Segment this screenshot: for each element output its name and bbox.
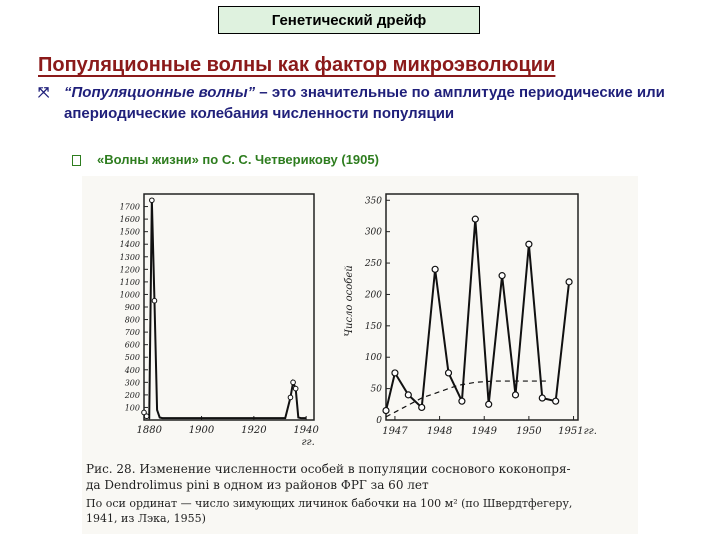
chetverikov-text: «Волны жизни» по С. С. Четверикову (1905) — [97, 152, 379, 167]
slide-title: Популяционные волны как фактор микроэволюции — [38, 54, 556, 76]
chart1-xtick-label: 1920 — [241, 425, 267, 436]
chart2-trend-line — [386, 381, 547, 417]
chart1-ytick-label: 1500 — [119, 227, 140, 237]
chart2-point — [486, 401, 492, 407]
chart2-ytick-label: 50 — [370, 384, 382, 395]
chart2-ytick-label: 100 — [364, 353, 382, 364]
chart2-ytick-label: 0 — [376, 416, 382, 426]
chart1-ytick-label: 700 — [124, 328, 140, 338]
chart2-point — [419, 404, 425, 410]
chart1-point — [293, 386, 298, 391]
chart1-point — [291, 380, 296, 385]
chart1-ytick-label: 1700 — [119, 202, 140, 212]
note-line-1: По оси ординат — число зимующих личинок бабочки на 100 м² (по Швердтфегеру, — [86, 497, 573, 510]
chart2-point — [566, 279, 572, 285]
topic-tag-label: Генетический дрейф — [271, 11, 427, 29]
chart2-point — [432, 266, 438, 272]
chart1-point — [288, 395, 293, 400]
chart1-xtick-label: 1900 — [188, 425, 215, 436]
chart1-ytick-label: 800 — [124, 315, 140, 325]
chart1-frame — [144, 194, 314, 420]
chart1-ytick-label: 900 — [124, 303, 140, 312]
chart1-ytick-label: 600 — [124, 340, 140, 350]
bullet-definition — [38, 82, 678, 124]
chart1-ytick-label: 1100 — [119, 277, 140, 287]
chart2-point — [499, 273, 505, 279]
chart2-xtick-label: 1949 — [471, 426, 497, 437]
chart2-ytick-label: 200 — [364, 290, 382, 301]
chart1-ytick-label: 400 — [124, 365, 140, 375]
chart1-point — [152, 298, 157, 303]
term-population-waves: “Популяционные волны” — [64, 84, 256, 101]
chart2-point — [392, 370, 398, 376]
chart2-series-line — [386, 219, 569, 410]
chart2-ytick-label: 150 — [364, 321, 382, 332]
note-line-2: 1941, из Лэка, 1955) — [86, 512, 206, 525]
square-bullet-icon — [72, 155, 81, 166]
chart1-ytick-label: 1400 — [119, 240, 140, 250]
chart2-point — [472, 216, 478, 222]
chart2-point — [446, 370, 452, 376]
chart1-ytick-label: 1300 — [119, 252, 140, 262]
chart2-point — [553, 398, 559, 404]
chart2-xtick-label: 1951гг. — [558, 426, 597, 437]
chart1-series-line — [144, 200, 306, 418]
chart1-point — [144, 414, 149, 419]
chart1-point — [150, 198, 155, 203]
chart2-point — [405, 392, 411, 398]
chart1-xtick-label: 1940 — [293, 425, 319, 436]
chart1-ytick-label: 1600 — [119, 215, 140, 225]
topic-tag — [218, 6, 480, 34]
chart2-ytick-label: 300 — [364, 227, 382, 238]
chart2-point — [383, 408, 389, 414]
chart2-point — [539, 395, 545, 401]
chart2-ytick-label: 250 — [364, 259, 382, 270]
chart2-point — [512, 392, 518, 398]
chart2-xtick-label: 1948 — [426, 426, 453, 437]
chart2-ytick-label: 350 — [364, 196, 382, 207]
chart2-point — [459, 398, 465, 404]
chart2-xtick-label: 1950 — [516, 426, 542, 437]
chart1-ytick-label: 500 — [124, 353, 140, 363]
bullet-chetverikov — [72, 152, 379, 167]
chart2-ylabel: Число особей — [344, 265, 355, 337]
figure-caption — [86, 461, 638, 526]
caption-line-2: да Dendrolimus pini в одном из районов ФРГ за 60 лет — [86, 478, 429, 492]
arrow-cross-icon: ⤧ — [38, 84, 50, 100]
chart1-xtick-label: 1880 — [136, 425, 162, 436]
chart1-ytick-label: 200 — [124, 390, 140, 400]
chart1-ytick-label: 1200 — [119, 265, 140, 275]
chart1-xunit-label: гг. — [301, 437, 315, 448]
caption-line-1: Рис. 28. Изменение численности особей в популяции соснового коконопря- — [86, 462, 571, 476]
definition-text: – это значительные по амплитуде периодические или апериодические колебания численности популяции — [64, 84, 665, 122]
chart1-ytick-label: 1000 — [119, 290, 140, 300]
charts-svg — [82, 176, 638, 466]
chart2-xtick-label: 1947 — [382, 426, 408, 437]
chart2-point — [526, 241, 532, 247]
chart1-ytick-label: 300 — [124, 378, 140, 388]
chart1-ytick-label: 100 — [124, 403, 140, 413]
